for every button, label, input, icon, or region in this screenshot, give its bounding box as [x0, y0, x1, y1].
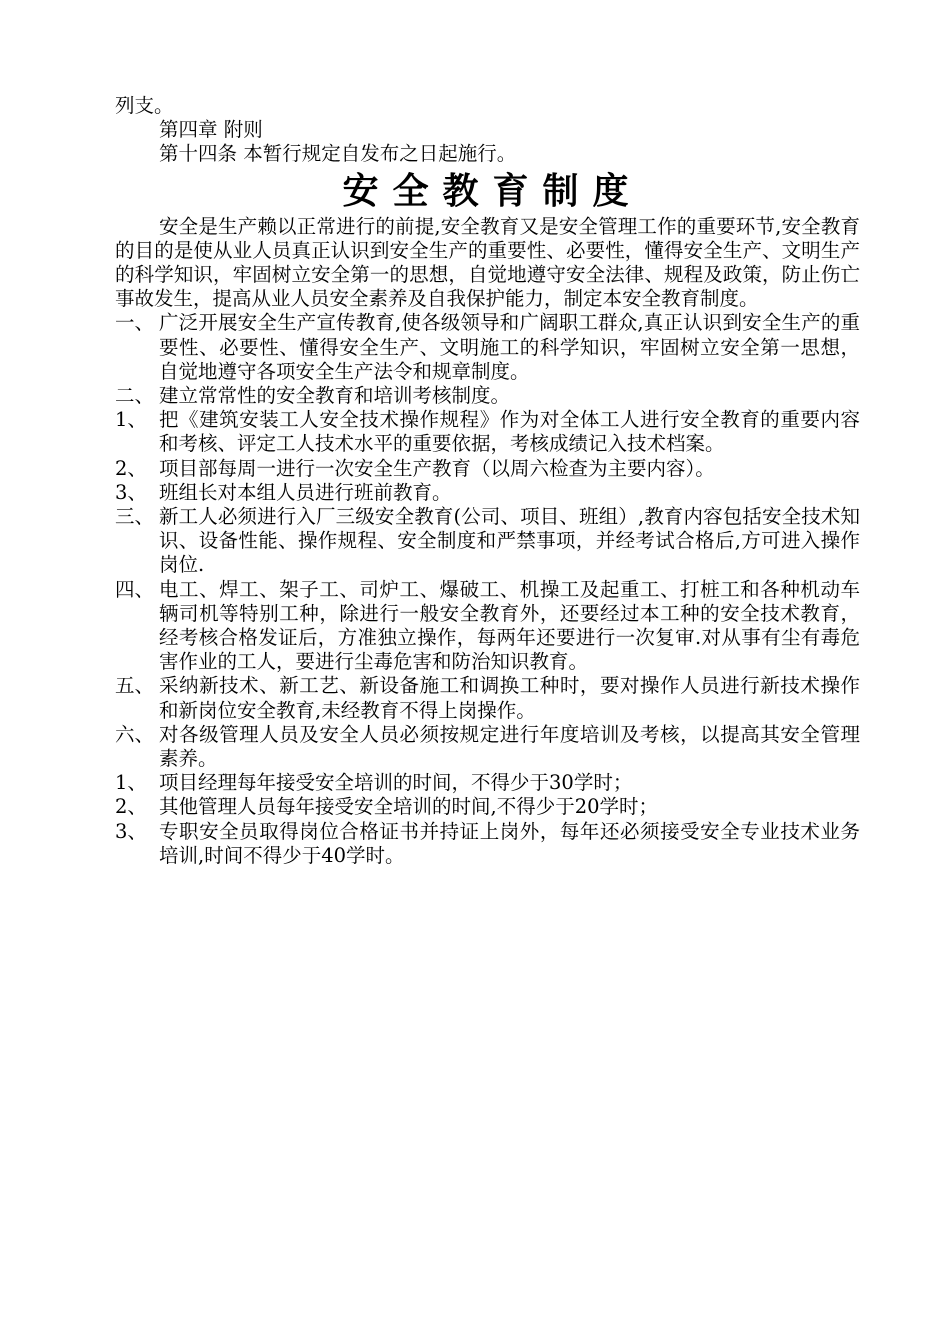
list-item-text: 项目经理每年接受安全培训的时间，不得少于30学时；	[159, 771, 633, 795]
chapter-heading: 第四章 附则	[159, 118, 263, 142]
list-item-text: 对各级管理人员及安全人员必须按规定进行年度培训及考核，以提高其安全管理素养。	[159, 722, 860, 771]
list-item-text: 新工人必须进行入厂三级安全教育(公司、项目、班组）,教育内容包括安全技术知识、设备性能、操作规程、安全制度和严禁事项，并经考试合格后,方可进入操作岗位.	[159, 505, 860, 577]
list-item-text: 把《建筑安装工人安全技术操作规程》作为对全体工人进行安全教育的重要内容和考核、评定工人技术水平的重要依据，考核成绩记入技术档案。	[159, 408, 860, 456]
document-title: 安全教育制度	[342, 169, 643, 212]
list-item	[115, 795, 860, 819]
list-marker: 2、	[115, 795, 147, 819]
document-page	[115, 94, 860, 868]
list-item	[115, 820, 860, 868]
list-item-text: 建立常常性的安全教育和培训考核制度。	[159, 384, 511, 408]
list-item	[115, 384, 860, 408]
previous-section-tail: 列支。	[115, 94, 174, 117]
list-item	[115, 311, 860, 384]
list-item	[115, 674, 860, 722]
list-marker: 1、	[115, 771, 147, 795]
list-marker: 六、	[115, 722, 155, 746]
list-marker: 一、	[115, 311, 155, 335]
list-marker: 2、	[115, 456, 147, 480]
list-item-text: 班组长对本组人员进行班前教育。	[159, 480, 452, 504]
list-item	[115, 723, 860, 771]
list-item-text: 其他管理人员每年接受安全培训的时间,不得少于20学时；	[159, 795, 659, 819]
rule-list	[115, 311, 860, 868]
list-item	[115, 481, 860, 505]
list-item	[115, 505, 860, 578]
article-14: 第十四条 本暂行规定自发布之日起施行。	[159, 142, 517, 166]
intro-paragraph: 安全是生产赖以正常进行的前提,安全教育又是安全管理工作的重要环节,安全教育的目的是使从业人员真正认识到安全生产的重要性、必要性，懂得安全生产、文明生产的科学知识，牢固树立安全第一的思想，自觉地遵守安全法律、规程及政策，防止伤亡事故发生，提高从业人员安全素养及自我保护能力，制定本安全教育制度。	[115, 214, 860, 311]
list-item	[115, 457, 860, 481]
list-marker: 3、	[115, 819, 147, 843]
list-item-text: 采纳新技术、新工艺、新设备施工和调换工种时，要对操作人员进行新技术操作和新岗位安全教育,未经教育不得上岗操作。	[159, 674, 860, 722]
list-item	[115, 578, 860, 675]
list-item	[115, 771, 860, 795]
list-marker: 四、	[115, 577, 155, 601]
list-marker: 1、	[115, 408, 147, 432]
list-item-text: 项目部每周一进行一次安全生产教育（以周六检查为主要内容）。	[159, 456, 715, 480]
list-item-text: 广泛开展安全生产宣传教育,使各级领导和广阔职工群众,真正认识到安全生产的重要性、必要性、懂得安全生产、文明施工的科学知识，牢固树立安全第一思想，自觉地遵守各项安全生产法令和规章制度。	[159, 311, 860, 383]
list-marker: 3、	[115, 480, 147, 504]
list-item-text: 电工、焊工、架子工、司炉工、爆破工、机操工及起重工、打桩工和各种机动车辆司机等特别工种，除进行一般安全教育外，还要经过本工种的安全技术教育，经考核合格发证后，方准独立操作，每两年还要进行一次复审.对从事有尘有毒危害作业的工人，要进行尘毒危害和防治知识教育。	[159, 577, 860, 674]
list-marker: 二、	[115, 384, 155, 408]
list-item-text: 专职安全员取得岗位合格证书并持证上岗外，每年还必须接受安全专业技术业务培训,时间不得少于40学时。	[159, 819, 860, 867]
list-marker: 三、	[115, 505, 155, 529]
list-item	[115, 408, 860, 456]
list-marker: 五、	[115, 674, 155, 698]
